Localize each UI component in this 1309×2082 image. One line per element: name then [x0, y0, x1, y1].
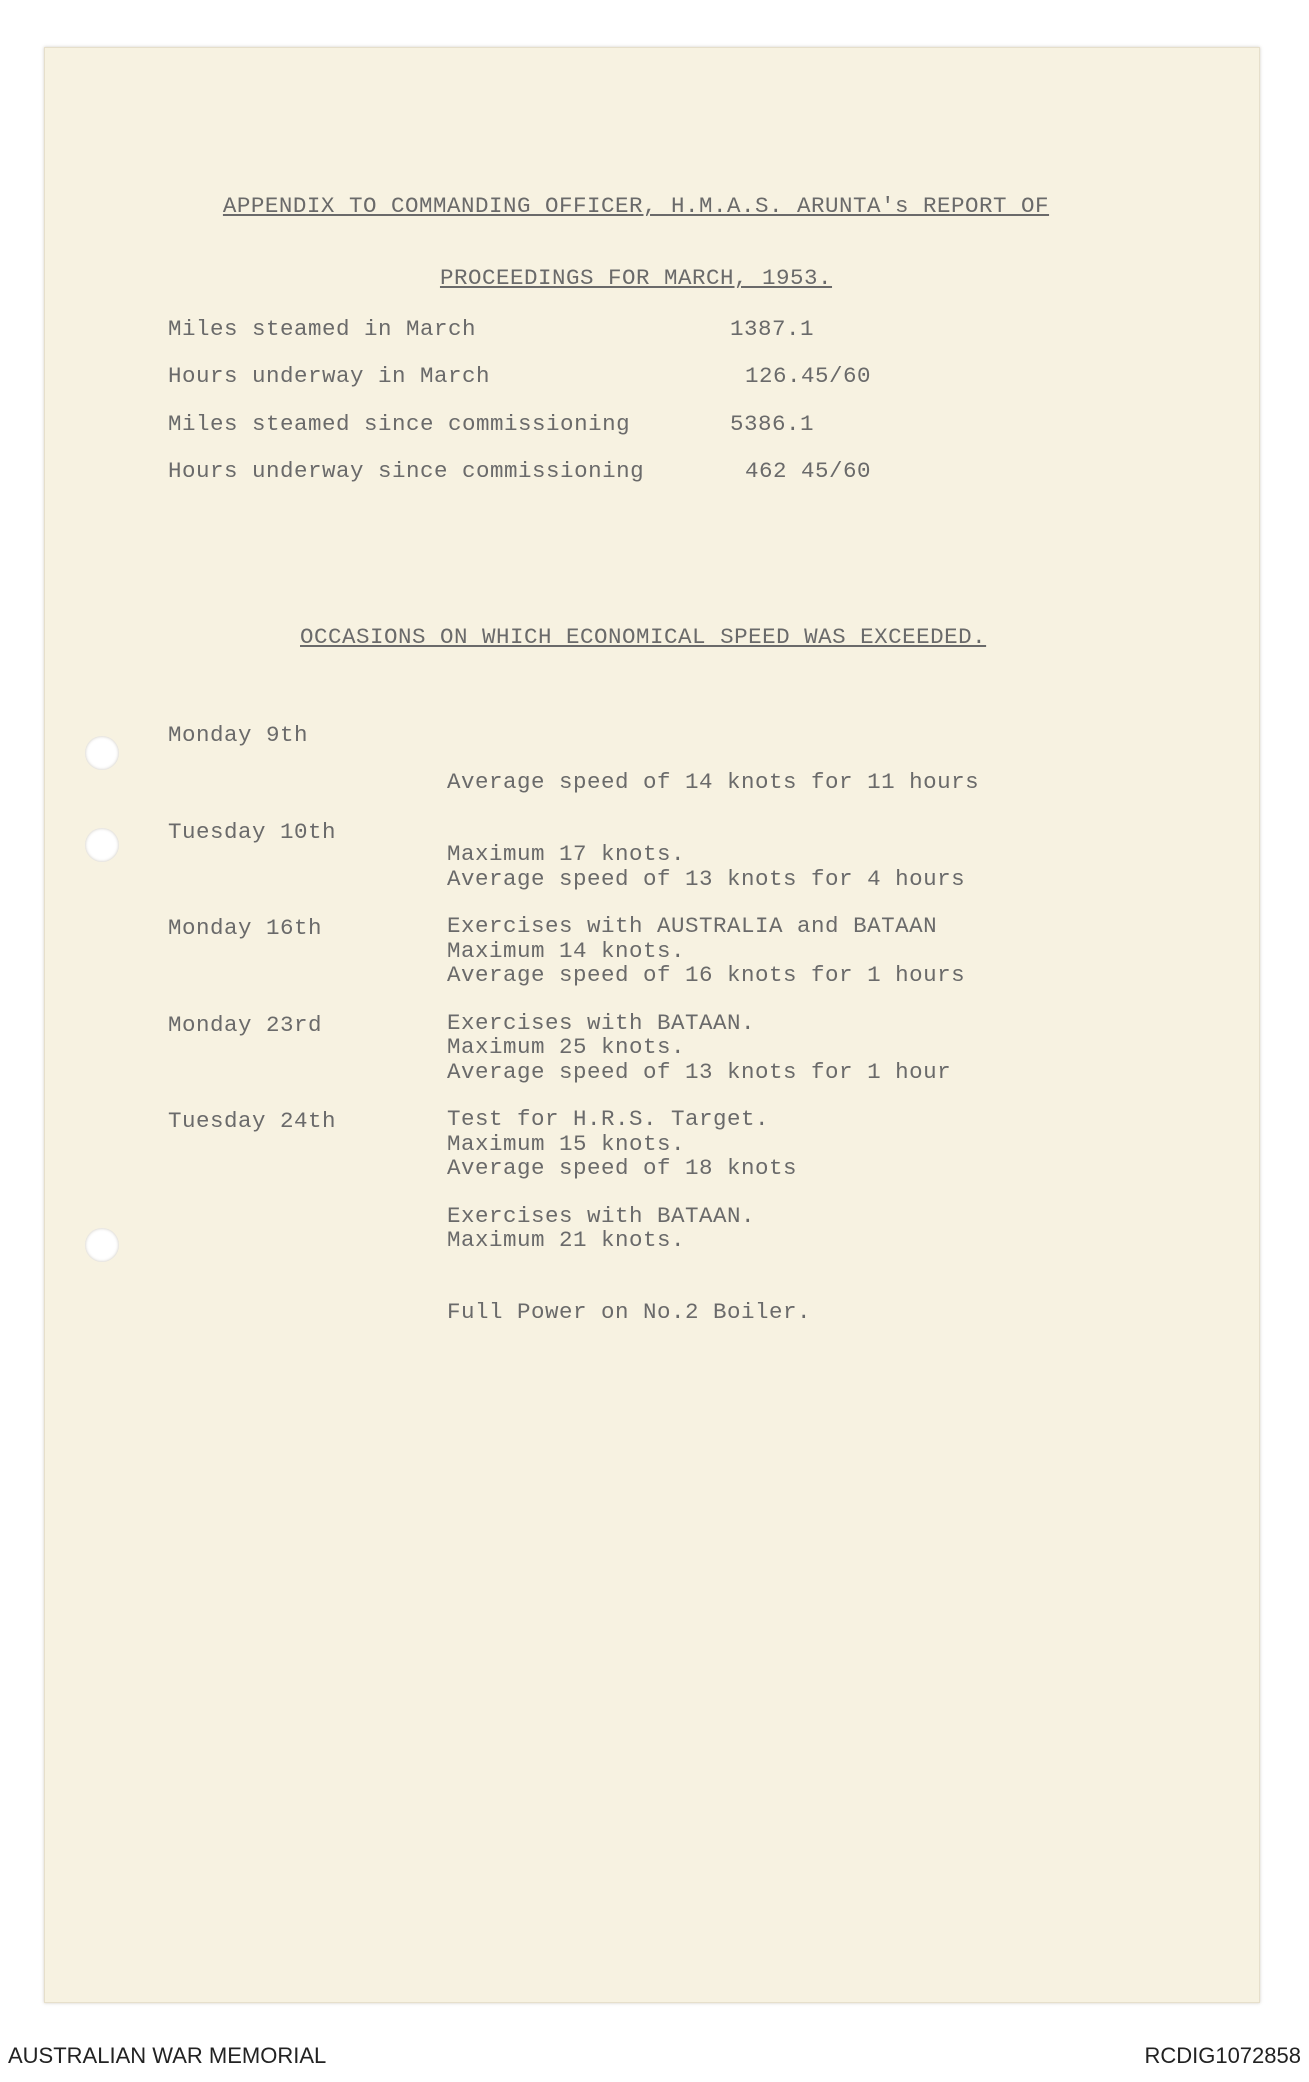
stat-label: Miles steamed since commissioning [168, 411, 631, 437]
archive-identifier: RCDIG1072858 [1144, 2043, 1301, 2068]
occasion-speed: Average speed of 14 knots for 11 hours [447, 769, 980, 795]
occasion-maximum: Maximum 15 knots. [447, 1131, 686, 1157]
punch-hole [85, 828, 119, 862]
punch-hole [85, 1228, 119, 1262]
occasion-maximum: Maximum 14 knots. [447, 938, 686, 964]
stat-label: Miles steamed in March [168, 316, 477, 342]
document-title [196, 146, 1076, 314]
stat-label: Hours underway since commissioning [168, 458, 645, 484]
section-heading: OCCASIONS ON WHICH ECONOMICAL SPEED WAS EXCEEDED. [300, 624, 987, 650]
archive-credit: AUSTRALIAN WAR MEMORIAL [8, 2043, 327, 2068]
occasion-note: Exercises with BATAAN. [447, 1203, 756, 1229]
punch-hole [85, 736, 119, 770]
occasion-speed: Average speed of 16 knots for 1 hours [447, 962, 966, 988]
occasion-day: Monday 23rd [168, 1012, 323, 1038]
stat-value: 1387.1 [730, 316, 815, 342]
occasion-day: Tuesday 24th [168, 1108, 337, 1134]
occasion-note: Test for H.R.S. Target. [447, 1106, 770, 1132]
occasion-details [447, 1108, 811, 1372]
occasion-maximum: Maximum 17 knots. [447, 841, 686, 867]
occasion-maximum: Maximum 21 knots. [447, 1227, 686, 1253]
occasion-day: Monday 9th [168, 722, 309, 748]
occasion-speed: Average speed of 18 knots [447, 1155, 798, 1181]
occasion-speed: Average speed of 13 knots for 4 hours [447, 866, 966, 892]
stat-value: 462 45/60 [745, 458, 872, 484]
occasion-maximum: Maximum 25 knots. [447, 1034, 686, 1060]
occasion-note: Full Power on No.2 Boiler. [447, 1299, 812, 1325]
title-line-1: APPENDIX TO COMMANDING OFFICER, H.M.A.S. ARUNTA's REPORT OF [222, 193, 1050, 219]
stat-value: 126.45/60 [745, 363, 872, 389]
occasion-note: Exercises with BATAAN. [447, 1010, 756, 1036]
occasion-day: Monday 16th [168, 915, 323, 941]
stat-value: 5386.1 [730, 411, 815, 437]
occasion-note: Exercises with AUSTRALIA and BATAAN [447, 913, 938, 939]
stat-label: Hours underway in March [168, 363, 491, 389]
title-line-2: PROCEEDINGS FOR MARCH, 1953. [439, 265, 833, 291]
occasion-speed: Average speed of 13 knots for 1 hour [447, 1059, 952, 1085]
occasion-day: Tuesday 10th [168, 819, 337, 845]
